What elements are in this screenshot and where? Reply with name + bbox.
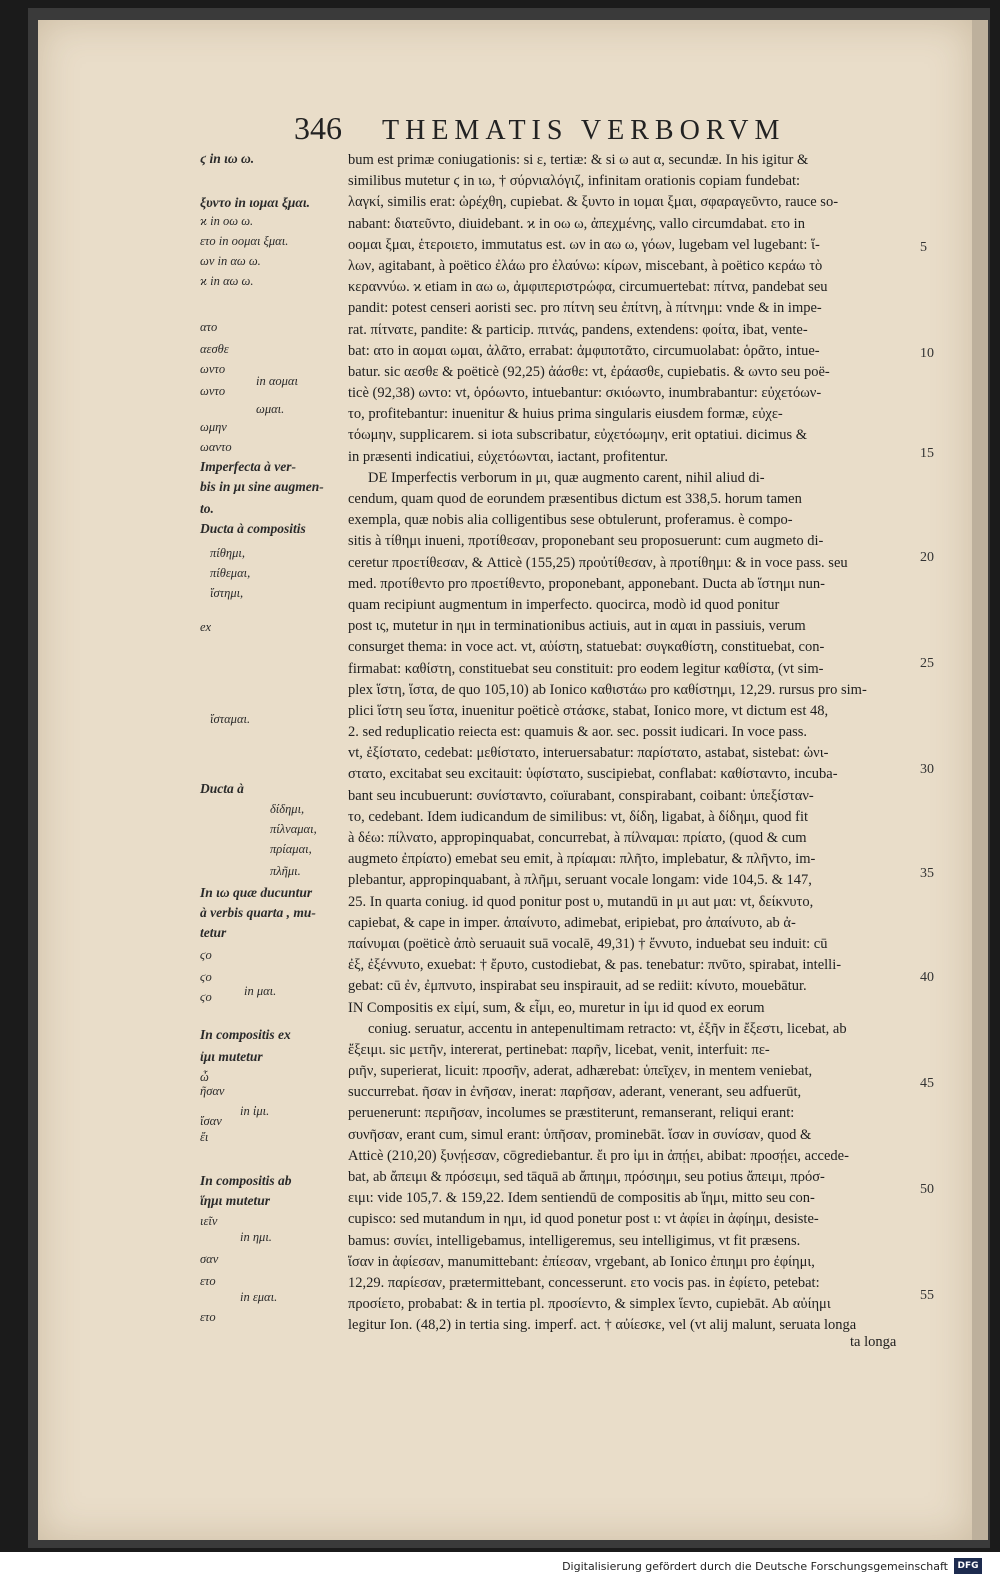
margin-note: in εμαι. — [240, 1290, 278, 1304]
margin-note: ωμαι. — [256, 402, 285, 416]
text-line: gebat: cū ἐν, ἐμπνυτο, inspirabat seu inspirauit, ad se rediit: κίνυτο, mouebātur. — [348, 978, 807, 995]
text-line: plebantur, appropinquabant, à πλῆμι, seruant vocale longam: vide 104,5. & 147, — [348, 872, 812, 889]
margin-note: ϰ in αω ω. — [200, 274, 254, 288]
text-line: τόωμην, supplicarem. si iota subscribatur, εὐχετόωμην, erit optatiui. dicimus & — [348, 427, 807, 444]
text-line: bum est primæ coniugationis: si ε, tertiæ: & si ω aut α, secundæ. In his igitur & — [348, 152, 809, 168]
text-line: ἔξειμι. sic μετῆν, intererat, pertinebat: παρῆν, licebat, venit, interfuit: πε- — [348, 1041, 770, 1058]
line-number: 10 — [920, 346, 934, 361]
margin-note: tetur — [200, 925, 227, 940]
text-line: augmeto ἐπρίατο) emebat seu emit, à πρίαμαι: πλῆτο, implebatur, & πλῆντο, im- — [348, 851, 816, 868]
text-line: rat. πίτνατε, pandite: & particip. πιτνάς, pandens, extendens: φοίτα, ibat, vente- — [348, 321, 808, 338]
text-line: post ις, mutetur in ημι in terminationibus actiuis, aut in αμαι in passiuis, verum — [348, 618, 806, 635]
margin-note: In compositis ex — [200, 1027, 291, 1042]
margin-note: αεσθε — [200, 342, 229, 356]
margin-note: ιεῖν — [200, 1214, 218, 1228]
margin-note: ξυντο in ιομαι ξμαι. — [200, 195, 310, 210]
margin-note: ἴσαν — [200, 1114, 222, 1128]
line-number: 5 — [920, 240, 927, 255]
text-line: exempla, quæ nobis alia colligentibus sese obtulerunt, proferamus. è compo- — [348, 512, 793, 529]
page-number: 346 — [294, 110, 342, 146]
margin-note: ϛ in ιω ω. — [200, 151, 255, 166]
text-line: DE Imperfectis verborum in μι, quæ augmento carent, nihil aliud di- — [368, 469, 765, 486]
text-line: λαγκί, similis erat: ὠρέχθη, cupiebat. & ξυντο in ιομαι ξμαι, σφαραγεῦντο, rauce so- — [348, 194, 839, 211]
footer-credit: Digitalisierung gefördert durch die Deutsche Forschungsgemeinschaft — [562, 1560, 948, 1573]
margin-note: in αομαι — [256, 374, 298, 388]
text-line: το, profitebantur: inuenitur & huius prima singularis eiusdem formæ, εὐχε- — [348, 406, 783, 423]
text-line: batur. sic αεσθε & poëticè (92,25) ἀάσθε: vt, ἐράασθε, cupiebatis. & ωντο seu poë- — [348, 363, 830, 380]
margin-note: πλῆμι. — [270, 864, 301, 878]
line-number: 50 — [920, 1182, 934, 1197]
text-line: nabant: διατεῦντο, diuidebant. ϰ in οω ω, ἀπεχμένης, vallo circumdabat. ετο in — [348, 215, 805, 232]
text-line: plex ἵστη, ἵστα, de quo 105,10) ab Ionico καθιστάω pro καθίστημι, 12,29. rursus pro sim- — [348, 681, 867, 698]
margin-note: ϛο — [200, 990, 212, 1004]
margin-note: ὦ — [200, 1070, 209, 1084]
text-line: IN Compositis ex εἰμί, sum, & εἶμι, eo, muretur in ἰμι id quod ex eorum — [348, 999, 765, 1016]
margin-note: δίδημι, — [270, 802, 305, 816]
text-line: ειμι: vide 105,7. & 159,22. Idem sentiendū de compositis ab ἵημι, mitto seu con- — [348, 1190, 815, 1207]
margin-note: ϰ in οω ω. — [200, 214, 254, 228]
margin-note: ωντο — [200, 384, 226, 398]
margin-note: in ημι. — [240, 1230, 272, 1244]
text-line: στατο, excitabat seu excitauit: ὑφίστατο, suscipiebat, conflabat: καθίσταντο, incuba- — [348, 766, 838, 783]
text-line: coniug. seruatur, accentu in antepenultimam retracto: vt, ἐξῆν in ἔξεστι, licebat, ab — [368, 1020, 847, 1037]
page-edge — [972, 20, 988, 1540]
text-line: ticè (92,38) ωντο: vt, ὁρόωντο, intuebantur: σκιόωντο, inumbrabantur: εὐχετόων- — [348, 385, 822, 402]
text-line: 12,29. παρίεσαν, prætermittebant, concesserunt. ετο vocis pas. in ἐφίετο, petebat: — [348, 1274, 820, 1291]
margin-note: ωντο — [200, 362, 226, 376]
text-line: med. προτίθεντο pro προετίθεντο, proponebant, apponebant. Ducta ab ἵστημι nun- — [348, 575, 825, 592]
text-line: legitur Ion. (48,2) in tertia sing. imperf. act. † αὐίεσκε, vel (vt alij malunt, seruata longa — [348, 1317, 857, 1334]
margin-note: à verbis quarta , mu- — [200, 905, 316, 920]
line-number: 30 — [920, 762, 934, 777]
text-line: firmabat: καθίστη, constituebat seu constituit: pro eodem legitur καθίστα, (vt sim- — [348, 660, 824, 677]
text-line: Atticè (210,20) ξυνῄεσαν, cōgrediebantur. ἔι pro ἰμι in ἀπῄει, abibat: προσῄει, accede- — [348, 1147, 849, 1164]
line-number: 45 — [920, 1076, 934, 1091]
text-line: ἵσαν in ἀφίεσαν, manumittebant: ἐπίεσαν, vrgebant, ab Ionico ἐπιημι pro ἐφίημι, — [348, 1253, 815, 1270]
margin-note: in μαι. — [244, 984, 277, 998]
margin-note: ατο — [200, 320, 218, 334]
margin-note: πίλναμαι, — [270, 822, 317, 836]
text-line: bat: ατο in αομαι ωμαι, ἀλᾶτο, errabat: ἀμφιποτᾶτο, circumuolabat: ὁρᾶτο, intue- — [348, 342, 820, 359]
line-number: 15 — [920, 446, 934, 461]
main-text — [348, 150, 922, 1337]
margin-note: πίθημι, — [210, 546, 245, 560]
text-line: à δέω: πίλνατο, appropinquabat, concurrebat, à πίλναμαι: πρίατο, (quod & cum — [348, 830, 807, 846]
margin-note: ϛο — [200, 948, 212, 962]
line-number: 40 — [920, 970, 934, 985]
text-line: cupisco: sed mutandum in ημι, id quod ponetur post ι: vt ἀφίει in ἀφίημι, desiste- — [348, 1211, 819, 1228]
running-title: THEMATIS VERBORVM — [382, 115, 786, 146]
margin-note: ετο — [200, 1310, 216, 1324]
margin-note: πρίαμαι, — [270, 842, 312, 856]
text-line: similibus mutetur ϛ in ιω, † σύρνιαλόγιζ, infinitam orationis copiam fundebat: — [348, 173, 801, 190]
text-line: cendum, quam quod de eorundem præsentibus dictum est 338,5. horum tamen — [348, 491, 802, 507]
text-line: ceretur προετίθεσαν, & Atticè (155,25) προὐτίθεσαν, à προτίθημι: & in voce pass. seu — [348, 554, 848, 571]
margin-note: in ἰμι. — [240, 1104, 270, 1118]
text-line: sitis à τίθημι inueni, προτίθεσαν, proponebant seu proposuerunt: cum augmeto di- — [348, 533, 824, 550]
text-line: vt, ἐξίστατο, cedebat: μεθίστατο, interuersabatur: παρίστατο, astabat, sistebat: ὠνι- — [348, 745, 829, 762]
text-line: 25. In quarta coniug. id quod ponitur post υ, mutandū in μι aut μαι: vt, δείκνυτο, — [348, 893, 814, 910]
margin-note: ex — [200, 620, 212, 634]
margin-note: Imperfecta à ver- — [200, 459, 296, 474]
text-line: plici ἵστη seu ἵστα, inuenitur poëticè στάσκε, stabat, Ionico more, vt dictum est 48, — [348, 702, 829, 719]
margin-note: Ducta à compositis — [200, 521, 306, 536]
line-number: 25 — [920, 656, 934, 671]
text-line: capiebat, & cape in imper. ἀπαίνυτο, adimebat, eripiebat, pro ἀπαίνυτο, ab ἀ- — [348, 914, 796, 931]
text-line: in præsenti indicatiui, εὐχετόωνται, iactant, profitentur. — [348, 448, 668, 465]
text-line: οομαι ξμαι, ἑτεροιετο, immutatus est. ων in αω ω, γόων, lugebam vel lugebant: ἵ- — [348, 236, 820, 253]
text-line: το, cedebant. Idem iudicandum de similibus: vt, δίδη, ligabat, à δίδημι, quod fit — [348, 808, 809, 825]
margin-note: ἵστημι, — [210, 586, 244, 600]
text-line: bat, ab ἄπειμι & πρόσειμι, sed tāquā ab ἄπιημι, πρόσιημι, seu potius ἄπειμι, πρόσ- — [348, 1169, 825, 1185]
margin-note: ῆσαν — [200, 1084, 225, 1098]
margin-note: ἰμι mutetur — [200, 1049, 263, 1064]
text-line: pandit: potest censeri aoristi sec. pro πίτνη seu ἐπίτνη, à πίτνημι: vnde & in impe- — [348, 300, 822, 317]
text-line: κεραννύω. ϰ etiam in αω ω, ἀμφιπεριστρώφα, circumuertebat: πίτνα, pandebat seu — [348, 279, 828, 296]
text-line: παίνυμαι (poëticè ἀπὸ seruauit suā vocalē, 49,31) † ἔννυτο, induebat seu induit: cū — [348, 935, 828, 952]
margin-note: ωμην — [200, 420, 227, 434]
text-line: quam recipiunt augmentum in imperfecto. quocirca, modò id quod ponitur — [348, 596, 780, 613]
text-line: consurget thema: in voce act. vt, αὐίστη, statuebat: συγκαθίστη, constituebat, con- — [348, 639, 825, 656]
catchword: ta longa — [850, 1334, 897, 1350]
margin-note: In ιω quæ ducuntur — [200, 885, 313, 900]
text-line: συνῆσαν, erant cum, simul erant: ὑπῆσαν, prominebāt. ἴσαν in συνίσαν, quod & — [348, 1126, 812, 1143]
footer-bar — [0, 1552, 1000, 1584]
margin-note: ετο — [200, 1274, 216, 1288]
text-line: peruenerunt: περιῆσαν, incolumes se præstiterunt, remanserant, reliqui erant: — [348, 1105, 795, 1122]
margin-note: σαν — [200, 1252, 219, 1266]
margin-note: In compositis ab — [200, 1173, 292, 1188]
margin-note: πίθεμαι, — [210, 566, 251, 580]
line-number: 55 — [920, 1288, 934, 1303]
margin-note: ϛο — [200, 970, 212, 984]
dfg-logo: DFG — [954, 1558, 982, 1574]
running-head — [294, 110, 904, 147]
margin-note: ετο in οομαι ξμαι. — [200, 234, 289, 248]
margin-note: ων in αω ω. — [200, 254, 261, 268]
text-line: bant seu incubuerunt: συνίσταντο, coïurabant, conspirabant, coibant: ὑπεξίσταν- — [348, 787, 814, 804]
text-line: ριῆν, superierat, licuit: προσῆν, aderat, adhærebat: ὑπεῖχεν, in mentem veniebat, — [348, 1063, 813, 1080]
line-number: 20 — [920, 550, 934, 565]
text-line: bamus: συνίει, intelligebamus, intelligeremus, seu intelligimus, vt fit præsens. — [348, 1232, 801, 1249]
margin-note: ἔι — [200, 1130, 209, 1144]
text-line: ἐξ, ἐξέννυτο, exuebat: † ἔρυτο, custodiebat, & pas. tenebatur: πνῦτο, spirabat, intelli- — [348, 957, 842, 974]
margin-note: to. — [200, 501, 214, 516]
text-line: λων, agitabant, à poëtico ἐλάω pro ἐλαύνω: κίρων, miscebant, à poëtico κεράω τὸ — [348, 257, 823, 274]
text-line: succurrebat. ῆσαν in ἐνῆσαν, inerat: παρῆσαν, aderant, venerant, seu adfuerūt, — [348, 1084, 802, 1101]
margin-note: ωαντο — [200, 440, 232, 454]
margin-note: bis in μι sine augmen- — [200, 479, 324, 494]
margin-note: ἵημι mutetur — [200, 1193, 271, 1208]
text-line: προσίετο, probabat: & in tertia pl. προσίεντο, & simplex ἵεντο, cupiebāt. Ab αὐίημι — [348, 1296, 831, 1313]
text-line: 2. sed reduplicatio reiecta est: quamuis & aor. sec. possit iudicari. In voce pass. — [348, 724, 808, 741]
line-number: 35 — [920, 866, 934, 881]
margin-note: Ducta à — [200, 781, 244, 796]
margin-note: ἵσταμαι. — [210, 712, 251, 726]
